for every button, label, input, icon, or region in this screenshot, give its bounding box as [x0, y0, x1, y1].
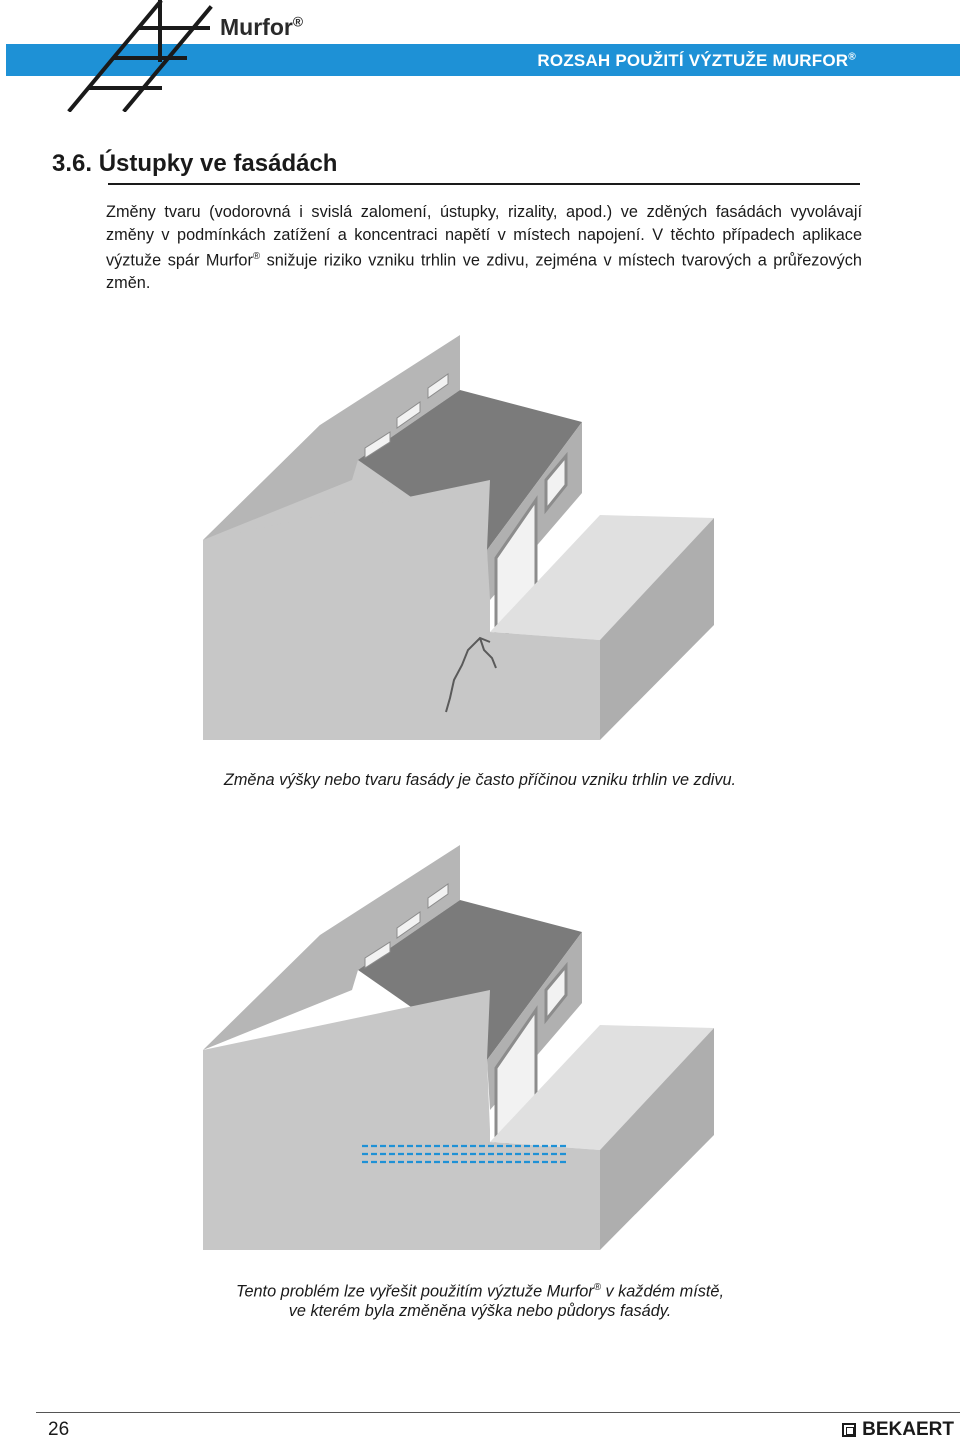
- figure1-caption: Změna výšky nebo tvaru fasády je často příčinou vzniku trhlin ve zdivu.: [223, 771, 737, 789]
- murfor-logo-icon: [60, 0, 220, 112]
- footer-divider: [36, 1412, 960, 1413]
- brand-name: Murfor®: [220, 14, 303, 40]
- intro-paragraph: Změny tvaru (vodorovná i svislá zalomení, ústupky, rizality, apod.) ve zděných fasádách vyvolávají změny v podmínkách zatížení a koncentraci napětí v místech napojení. V těchto případech aplikace výztuže spár Murfor® snižuje riziko vzniku trhlin ve zdivu, zejména v místech tvarových a průřezových změn.: [106, 203, 862, 292]
- figure2-caption-line1: Tento problém lze vyřešit použitím výztuže Murfor® v každém místě,: [236, 1282, 724, 1301]
- footer-brand-label: BEKAERT: [862, 1419, 954, 1440]
- figure-crack-building: [0, 320, 960, 750]
- figure2-caption: [0, 1278, 960, 1321]
- page-number: 26: [48, 1419, 70, 1440]
- section-title: 3.6. Ústupky ve fasádách: [52, 150, 338, 177]
- footer-brand: [842, 1419, 954, 1441]
- figure-reinforced-building: [0, 830, 960, 1260]
- annex-front: [490, 632, 600, 740]
- header-title: ROZSAH POUŽITÍ VÝZTUŽE MURFOR®: [537, 51, 856, 70]
- annex-front: [490, 1142, 600, 1250]
- figure2-caption-line2: ve kterém byla změněna výška nebo půdorys fasády.: [288, 1302, 672, 1321]
- bekaert-logo-icon: [842, 1423, 856, 1437]
- section-divider: [108, 183, 860, 185]
